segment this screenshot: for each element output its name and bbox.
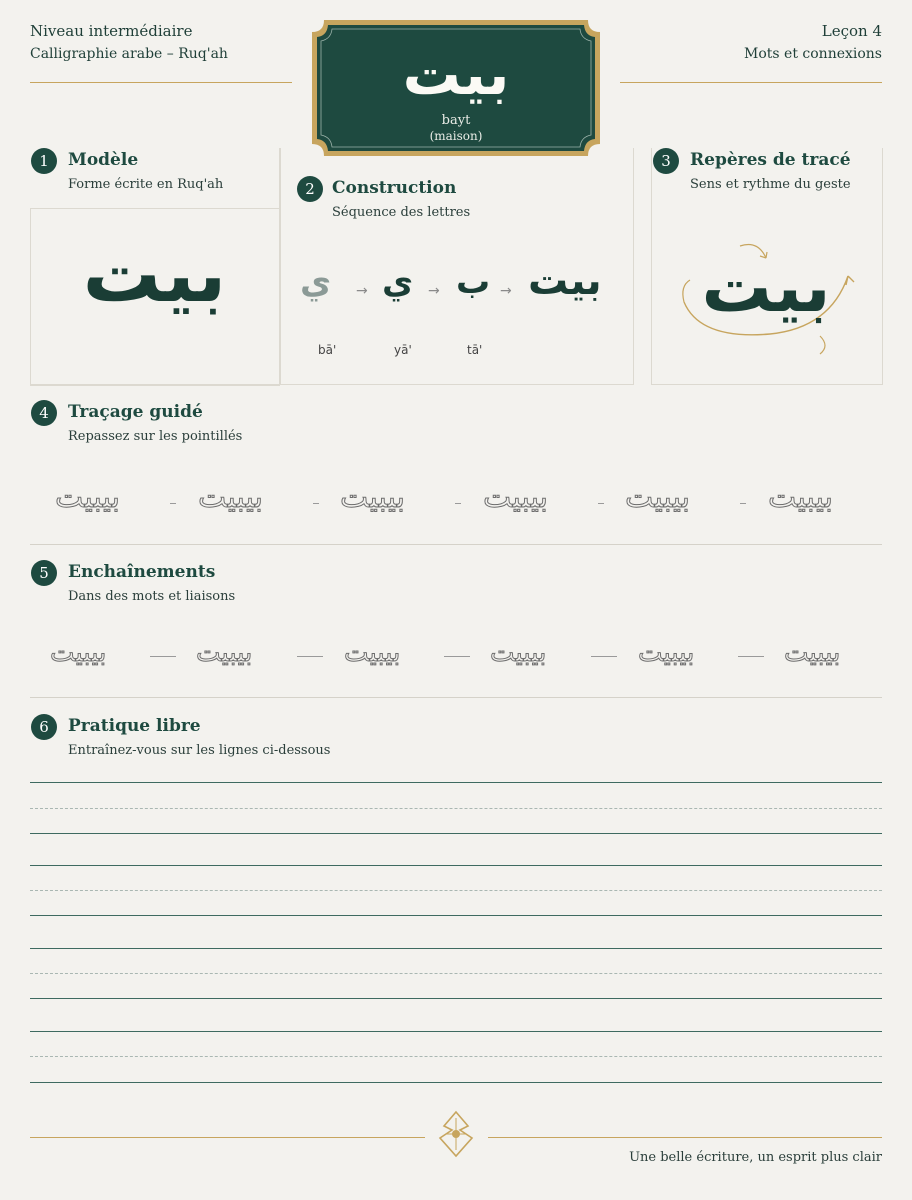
- footer-quote: Une belle écriture, un esprit plus clair: [629, 1150, 882, 1165]
- section-2-subtitle: Séquence des lettres: [332, 205, 471, 220]
- trace-word-1[interactable]: بيبيت: [55, 480, 120, 515]
- level-label: Niveau intermédiaire: [30, 22, 193, 40]
- practice-line: [30, 948, 882, 949]
- step-arrow-2: →: [428, 283, 440, 299]
- chain-word-6[interactable]: بيبيت: [784, 638, 841, 668]
- title-card: [310, 18, 602, 158]
- model-word: بيت: [82, 230, 227, 320]
- chain-sep-2: [297, 656, 323, 657]
- trace-sep-3: [455, 503, 461, 504]
- course-label: Calligraphie arabe – Ruq'ah: [30, 46, 228, 62]
- divider-4: [30, 544, 882, 545]
- trace-word-5[interactable]: بيبيت: [625, 480, 690, 515]
- chain-word-5[interactable]: بيبيت: [638, 638, 695, 668]
- chain-word-1[interactable]: بيبيت: [50, 638, 107, 668]
- trace-sep-2: [313, 503, 319, 504]
- practice-line: [30, 865, 882, 866]
- practice-midline: [30, 890, 882, 891]
- step-3-glyph: ب: [456, 262, 491, 302]
- section-4-title: Traçage guidé: [68, 402, 203, 422]
- step-3-label: tā': [467, 343, 483, 357]
- practice-line: [30, 782, 882, 783]
- section-4-subtitle: Repassez sur les pointillés: [68, 429, 243, 444]
- practice-line: [30, 1031, 882, 1032]
- section-3-number: 3: [653, 148, 679, 174]
- trace-sep-4: [598, 503, 604, 504]
- section-6-title: Pratique libre: [68, 716, 201, 736]
- section-2-title: Construction: [332, 178, 457, 198]
- section-6-number: 6: [31, 714, 57, 740]
- step-1-glyph: ي: [300, 262, 332, 302]
- chain-sep-5: [738, 656, 764, 657]
- arabesque-ornament-icon: [438, 1110, 474, 1158]
- section-6-subtitle: Entraînez-vous sur les lignes ci-dessous: [68, 743, 331, 758]
- practice-line: [30, 998, 882, 999]
- trace-word-6[interactable]: بيبيت: [768, 480, 833, 515]
- guide-word: بيت: [701, 246, 831, 328]
- construction-result: بيت: [528, 258, 602, 304]
- title-meaning: (maison): [429, 129, 483, 143]
- footer-rule-left: [30, 1137, 425, 1138]
- step-arrow-1: →: [356, 283, 368, 299]
- section-4-number: 4: [31, 400, 57, 426]
- section-5-number: 5: [31, 560, 57, 586]
- header-rule-left: [30, 82, 292, 83]
- step-arrow-3: →: [500, 283, 512, 299]
- step-2-label: yā': [394, 343, 412, 357]
- practice-line: [30, 1082, 882, 1083]
- trace-word-2[interactable]: بيبيت: [198, 480, 263, 515]
- practice-line: [30, 915, 882, 916]
- section-3-subtitle: Sens et rythme du geste: [690, 177, 851, 192]
- lesson-topic: Mots et connexions: [744, 46, 882, 62]
- chain-word-2[interactable]: بيبيت: [196, 638, 253, 668]
- section-1-subtitle: Forme écrite en Ruq'ah: [68, 177, 224, 192]
- chain-sep-1: [150, 656, 176, 657]
- divider-5: [30, 697, 882, 698]
- chain-word-4[interactable]: بيبيت: [490, 638, 547, 668]
- trace-sep-1: [170, 503, 176, 504]
- chain-sep-4: [591, 656, 617, 657]
- practice-midline: [30, 1056, 882, 1057]
- section-2-number: 2: [297, 176, 323, 202]
- step-1-label: bā': [318, 343, 337, 357]
- practice-midline: [30, 808, 882, 809]
- section-1-number: 1: [31, 148, 57, 174]
- header-rule-right: [620, 82, 882, 83]
- trace-word-4[interactable]: بيبيت: [483, 480, 548, 515]
- step-2-glyph: ي: [382, 262, 414, 302]
- section-5-subtitle: Dans des mots et liaisons: [68, 589, 236, 604]
- title-transliteration: bayt: [441, 113, 471, 128]
- chain-word-3[interactable]: بيبيت: [344, 638, 401, 668]
- practice-line: [30, 833, 882, 834]
- trace-sep-5: [740, 503, 746, 504]
- practice-midline: [30, 973, 882, 974]
- section-3-title: Repères de tracé: [690, 150, 851, 170]
- title-word: بيت: [402, 40, 510, 108]
- chain-sep-3: [444, 656, 470, 657]
- footer-rule-right: [488, 1137, 882, 1138]
- lesson-label: Leçon 4: [821, 22, 882, 40]
- section-5-title: Enchaînements: [68, 562, 216, 582]
- section-1-title: Modèle: [68, 150, 139, 170]
- trace-word-3[interactable]: بيبيت: [340, 480, 405, 515]
